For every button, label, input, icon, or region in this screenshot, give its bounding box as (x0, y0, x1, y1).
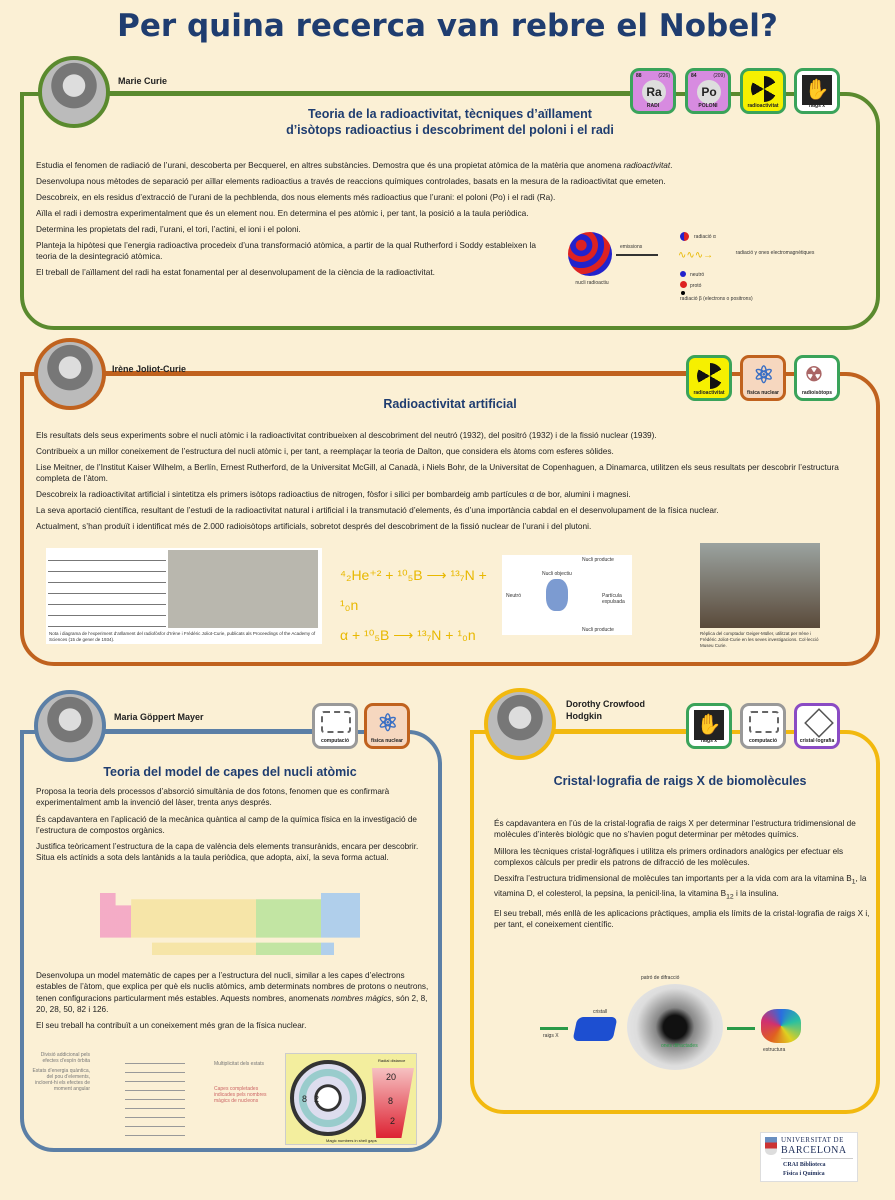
shell-8-label: 8 (302, 1094, 308, 1104)
target-nucleus-graphic (546, 579, 568, 611)
crystal-graphic (572, 1017, 617, 1041)
diffraction-diagram (535, 975, 815, 1075)
xray-hand-icon: ✋ raigs x (686, 703, 732, 749)
mayer-p4-end: , són 2, 8, 20, 28, 50, 82 i 126. (36, 993, 428, 1014)
joliot-name: Irène Joliot-Curie (112, 364, 187, 374)
xray-label: raigs x (808, 103, 826, 109)
joliot-divider (100, 371, 690, 375)
crystallography-icon (794, 703, 840, 749)
university-shield-icon (765, 1137, 777, 1155)
po-symbol: Po (697, 80, 721, 104)
curie-p1-end: . (670, 160, 673, 170)
xray-hand-icon: ✋ raigs x (794, 68, 840, 114)
radiation-diagram (560, 228, 815, 308)
logo-library: Física i Química (783, 1171, 825, 1177)
nucleus-label: nucli radioactiu (575, 280, 609, 286)
crystallography-label: cristal·lografia (799, 738, 835, 744)
logo-university: UNIVERSITAT DE (781, 1136, 844, 1144)
states-label: Estats d’energia quàntica, del pou d’elements, incloent-hi els efectes de moment angular (32, 1068, 90, 1092)
joliot-p2: Contribueix a un millor coneixement de l’estructura del nucli atòmic i, per tant, a reemplaçar la teoria de Dalton, que considera els àtoms com esferes sòlides. (36, 446, 614, 456)
nuclear-physics-icon: ⚛ física nuclear (364, 703, 410, 749)
joliot-p1: Els resultats dels seus experiments sobre el nucli atòmic i la radioactivitat contribueixen al descobriment del neutró (1932), del positró (1932) i de la fissió nuclear (1939). (36, 430, 657, 440)
mayer-p4 (36, 970, 431, 1015)
alpha-particle-icon (680, 232, 689, 241)
fission-neutron-label: Neutró (506, 593, 522, 599)
curie-portrait (38, 56, 110, 128)
experiment-caption: Nota i diagrama de l’experiment d’aïllament del radiofòsfor d’Irène i Frédéric Joliot-Curie, publicats als Proceedings of the Academy of Sciences (15 de gener de 1934). (49, 631, 316, 642)
emissions-label: emissions (620, 244, 643, 250)
fission-product2-label: Nucli producte (582, 627, 614, 633)
gamma-label: radiació γ ones electromagnètiques (735, 250, 815, 256)
shells-label: Capes completades indicades pels nombres màgics de nucleons (214, 1086, 267, 1104)
mayer-p1: Proposa la teoria dels processos d’absorció simultània de dos fotons, fenomen que es confirmarà experimentalment amb la invenció del làser, trenta anys després. (36, 787, 390, 808)
joliot-text (36, 430, 866, 537)
nuclear-physics-label: física nuclear (747, 390, 779, 396)
gamma-wave-icon: ∿∿∿→ (678, 250, 714, 261)
joliot-p3: Lise Meitner, de l’Institut Kaiser Wilhelm, a Berlín, Ernest Rutherford, de la Universitat McGill, al Canadà, i Niels Bohr, de la Universitat de Copenhaguen, a Dinamarca, utilitzen els seus resultats per descobrir l’estructura completa de l’àtom. (36, 462, 839, 483)
curie-p1 (36, 160, 856, 171)
fission-target-label: Nucli objectiu (542, 571, 572, 577)
diffracted-waves-label: ones difractades (661, 1043, 698, 1049)
computing-icon (312, 703, 358, 749)
hodgkin-p3-sub2: 12 (726, 893, 734, 901)
geiger-counter-photo (700, 543, 820, 628)
ra-label: RADI (646, 103, 660, 109)
structure-label: estructura (763, 1047, 786, 1053)
equation-alpha: α + ¹⁰₅B ⟶ ¹³₇N + ¹₀n (340, 627, 476, 643)
hodgkin-heading: Cristal·lografia de raigs X de biomolècules (553, 774, 807, 788)
radioisotopes-label: radioisòtops (801, 390, 832, 396)
split-label: Divisió addicional pels efectes d’espín òrbita (40, 1052, 90, 1064)
radioactivity-label: radioactivitat (747, 103, 779, 109)
fission-diagram (502, 555, 632, 635)
mayer-text-top (36, 786, 431, 869)
shell-2-label: 2 (314, 1094, 320, 1104)
joliot-p4: Descobreix la radioactivitat artificial i sintetitza els primers isòtops radioactius de nitrogen, fòsfor i silici per bombardeig amb partícules α de bor, alumini i magnesi. (36, 489, 631, 499)
curie-heading-line1: Teoria de la radioactivitat, tècniques d’aïllament (308, 107, 592, 121)
radioactivity-icon (686, 355, 732, 401)
neutron-label: neutró (690, 272, 705, 278)
mayer-text-bottom (36, 970, 431, 1036)
radioactivity-label: radioactivitat (693, 390, 725, 396)
experiment-notes-figure (46, 548, 322, 644)
curie-p4: Aïlla el radi i demostra experimentalment que és un element nou. En determina el pes atòmic i, per tant, la posició a la taula periòdica. (36, 208, 529, 218)
mayer-p5: El seu treball ha contribuït a un coneixement més gran de la física nuclear. (36, 1021, 307, 1031)
nuclear-physics-label: física nuclear (371, 738, 403, 744)
nuclear-equations (340, 560, 490, 650)
ra-number: 88 (636, 73, 642, 79)
hodgkin-portrait (484, 688, 556, 760)
hodgkin-p3a: Desxifra l’estructura tridimensional de molècules tan importants per a la vida com ara la vitamina B (494, 874, 852, 884)
joliot-portrait (34, 338, 106, 410)
mayer-p4-em: nombres màgics (331, 993, 392, 1003)
gap-20-label: 20 (386, 1072, 397, 1082)
curie-p3: Descobreix, en els residus d’extracció de l’urani de la pechblenda, dos nous elements més radioactius que l’urani: el poloni (Po) i el radi (Ra). (36, 192, 556, 202)
curie-p6: Planteja la hipòtesi que l’energia radioactiva procedeix d’una transformació atòmica, a partir de la qual Rutherford i Soddy estableixen la teoria de la desintegració atòmica. (36, 240, 536, 261)
curie-heading-line2: d’isòtops radioactius i descobriment del poloni i el radi (286, 123, 614, 137)
mayer-p2: És capdavantera en l’aplicació de la mecànica quàntica al camp de la química física en la investigació de l’estructura de compostos orgànics. (36, 814, 417, 835)
magic-numbers-label: Magic numbers in shell gaps (326, 1138, 377, 1143)
mayer-p4-text: Desenvolupa un model matemàtic de capes per a l’estructura del nucli, similar a les capes d’electrons estables de l’àtom, que explica per què els nuclis atòmics, amb determinats nombres de protons o neutrons, tenen configuracions particularment més estables. Aquests nombres, anomenats (36, 971, 429, 1003)
mayer-p3: Justifica teòricament l’estructura de la capa de valència dels elements transurànids, encara per descobrir. Situa els actínids a sota dels lantànids a la taula periòdica, que adopta, així, la seva forma actual. (36, 842, 419, 863)
hodgkin-name-line2: Hodgkin (566, 711, 602, 721)
proton-label: protó (690, 283, 702, 289)
crystal-label: cristall (593, 1009, 608, 1015)
apparatus-drawing-image (168, 550, 318, 628)
poster-title: Per quina recerca van rebre el Nobel? (117, 8, 778, 44)
mayer-portrait (34, 690, 106, 762)
computing-icon (740, 703, 786, 749)
hodgkin-name-line1: Dorothy Crowfood (566, 699, 645, 709)
nuclear-shell-figure (285, 1053, 417, 1145)
fission-product1-label: Nucli producte (582, 557, 614, 563)
curie-p5: Determina les propietats del radi, l’urani, el tori, l’actini, el ioni i el poloni. (36, 224, 301, 234)
hodgkin-p3 (494, 873, 874, 903)
fission-ejected-label: Partícula expulsada (602, 593, 625, 605)
geiger-caption: Rèplica del comptador Geiger-Müller, utilitzat per Irène i Frédéric Joliot-Curie en les seves investigacions. Col·lecció Museu Curie. (700, 631, 819, 648)
hodgkin-divider (550, 729, 690, 733)
curie-p2: Desenvolupa nous mètodes de separació per aïllar elements radioactius a través de reaccions químiques controlades, basats en la mesura de la radioactivitat que emeten. (36, 176, 666, 186)
joliot-p5: La seva aportació científica, resultant de l’estudi de la radioactivitat natural i artificial i la transmutació d’elements, és d’una importància cabdal en el desenvolupament de la física nuclear. (36, 505, 719, 515)
logo-barcelona: BARCELONA (781, 1145, 847, 1156)
curie-p1-text: Estudia el fenomen de radiació de l’urani, descoberta per Becquerel, en altres substàncies. Demostra que és una propietat atòmica de la matèria que anomena (36, 160, 624, 170)
logo-crai: CRAI Biblioteca (783, 1162, 826, 1168)
diffraction-pattern-label: patró de difracció (641, 975, 680, 981)
mayer-heading: Teoria del model de capes del nucli atòmic (103, 765, 357, 779)
curie-divider (100, 91, 640, 95)
geiger-counter-figure (700, 543, 820, 658)
hodgkin-p3-sub1: 1 (851, 878, 856, 886)
computing-label: computació (748, 738, 778, 744)
multiplicity-label: Multiplicitat dels estats (214, 1061, 265, 1067)
hodgkin-p2: Millora les tècniques cristal·logràfiques i utilitza els primers ordinadors analògics per efectuar els complexos càlculs per predir els patrons de difracció de les molècules. (494, 846, 844, 867)
po-number: 84 (691, 73, 697, 79)
radial-distance-label: Radial distance (378, 1058, 406, 1063)
university-logo (760, 1132, 858, 1182)
nuclear-physics-icon: ⚛ física nuclear (740, 355, 786, 401)
gap-8-label: 8 (388, 1096, 394, 1106)
energy-levels-lines (125, 1055, 185, 1143)
joliot-heading: Radioactivitat artificial (383, 397, 517, 411)
po-mass: (209) (713, 73, 725, 79)
xray-arrow (540, 1027, 568, 1030)
radioactive-nucleus-graphic (568, 232, 612, 276)
hodgkin-p3b: , la vitamina D, el colesterol, la pepsina, la penicil·lina, la vitamina B (494, 874, 867, 899)
hodgkin-text (494, 818, 874, 936)
alpha-label: radiació α (694, 234, 716, 240)
mayer-divider (100, 729, 320, 733)
beta-label: radiació β (electrons o positrons) (680, 296, 753, 302)
curie-name: Marie Curie (118, 76, 168, 86)
neutron-icon (680, 271, 686, 277)
curie-p7: El treball de l’aïllament del radi ha estat fonamental per al desenvolupament de la ciència de la radioactivitat. (36, 267, 435, 277)
ra-symbol: Ra (642, 80, 666, 104)
emission-arrow (616, 254, 658, 256)
proton-icon (680, 281, 687, 288)
joliot-p6: Actualment, s’han produït i identificat més de 2.000 radioisòtops artificials, sobretot després del descobriment de la fissió nuclear de l’urani i del plutoni. (36, 521, 592, 531)
radioisotopes-icon: ☢ radioisòtops (794, 355, 840, 401)
gap-2-label: 2 (390, 1116, 396, 1126)
logo-divider (781, 1158, 853, 1159)
result-arrow (727, 1027, 755, 1030)
radioactivity-icon (740, 68, 786, 114)
hodgkin-name (566, 698, 645, 722)
hodgkin-p3c: i la insulina. (733, 889, 779, 899)
po-label: POLONI (698, 103, 718, 109)
electron-icon (681, 291, 685, 295)
computing-label: computació (320, 738, 350, 744)
curie-heading (200, 106, 700, 138)
shell-level-diagram (30, 1050, 280, 1145)
xrays-label: raigs X (543, 1033, 559, 1039)
hodgkin-p4: El seu treball, més enllà de les aplicacions pràctiques, amplia els límits de la cristal·lografia de raigs X i, per tant, el coneixement científic. (494, 909, 870, 930)
handwritten-notes-image (48, 550, 166, 628)
hodgkin-p1: És capdavantera en l’ús de la cristal·lografia de raigs X per determinar l’estructura tridimensional de molècules d’interès biològic que no s’havien pogut determinar per mètodes químics. (494, 819, 856, 840)
curie-p1-em: radioactivitat (623, 160, 671, 170)
mayer-name: Maria Göppert Mayer (114, 712, 204, 722)
diffraction-pattern-image (627, 984, 723, 1070)
ra-mass: (226) (658, 73, 670, 79)
xray-label: raigs x (700, 738, 718, 744)
protein-structure-image (761, 1009, 801, 1043)
equation-helium: ⁴₂He⁺² + ¹⁰₅B ⟶ ¹³₇N + ¹₀n (340, 567, 487, 613)
